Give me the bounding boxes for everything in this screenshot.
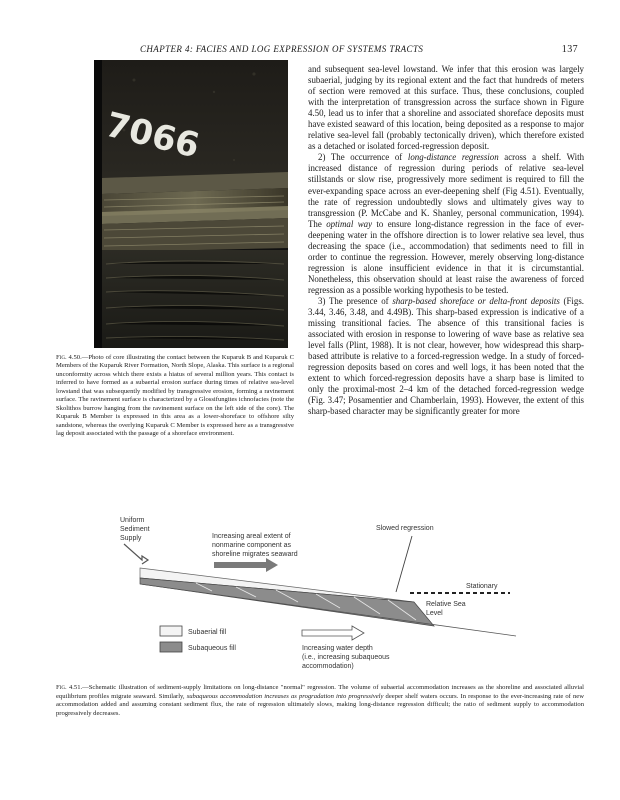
slowed-regression-label: Slowed regression [376, 525, 434, 532]
figure-label: Fig. 4.51. [56, 684, 83, 691]
figure-label: Fig. 4.50. [56, 354, 82, 361]
caption-text: —Photo of core illustrating the contact between the Kuparuk B and Kuparuk C Members of the Kuparuk River Formation, North Slope, Alaska. This surface is a regional unconformity across which there exists a hiatus of several million years. This contact is inferred to have formed as a subaerial erosion surface during times of relative sea-level lowstand that was subsequently modified by transgressive erosion, forming a ravinement surface. The ravinement surface is characterized by a Glossifungites ichnofacies (note the Skolithos burrow hanging from the ravinement surface on the left side of the core). The Kuparuk B Member is expressed in this area as a lower-shoreface to offshore silty sandstone, whereas the overlying Kuparuk C Member is expressed here as a transgressive lag deposit associated with the passage of a shoreface environment. [56, 354, 295, 438]
legend-subaqueous-swatch [160, 642, 182, 652]
svg-text:Increasing water depth: Increasing water depth [302, 645, 373, 652]
body-text-column [308, 64, 584, 418]
svg-text:Increasing areal extent of: Increasing areal extent of [212, 533, 291, 540]
figure-4-51-diagram [96, 514, 568, 682]
svg-text:accommodation): accommodation) [302, 663, 354, 670]
sediment-supply-label [120, 517, 150, 542]
core-photo [94, 60, 288, 348]
svg-text:shoreline migrates seaward: shoreline migrates seaward [212, 551, 298, 558]
legend-subaerial-label: Subaerial fill [188, 629, 227, 636]
legend-subaerial-swatch [160, 626, 182, 636]
figure-4-50-caption [56, 354, 294, 439]
stationary-label: Stationary [466, 583, 498, 590]
svg-text:(i.e., increasing subaqueous: (i.e., increasing subaqueous [302, 654, 390, 661]
svg-text:nonmarine component as: nonmarine component as [212, 542, 291, 549]
paragraph: 2) The occurrence of long-distance regression across a shelf. With increased distance of regression during periods of relative sea-level stillstands or slow rise, progressively more sediment is required to fill the ever-expanding space across an ever-deepening shelf (Fig 4.51). Eventually, the rate of regression undoubtedly slows and ultimately gives way to transgression (P. McCabe and K. Shanley, personal communication, 1994). The optimal way to ensure long-distance regression in the face of ever-deepening water in the offshore direction is to lower relative sea level, thus decreasing the space (i.e., accommodation) that sediments need to fill in order to continue the regression. However, merely observing long-distance regression is alone insufficient evidence in that it is circumstantial. Nonetheless, this observation should at least raise the awareness of forced regression as a possible working hypothesis to be tested. [308, 152, 585, 295]
relative-sea-level-label [426, 601, 466, 617]
water-depth-label [302, 645, 390, 670]
svg-text:Supply: Supply [120, 535, 142, 542]
paragraph: and subsequent sea-level lowstand. We infer that this erosion was largely subaerial, judging by its regional extent and the fact that hundreds of meters of section were removed at this surface. Thus, these conclusions, coupled with the interpretation of transgression across the surface shown in Figure 4.50, lead us to infer that a shoreline and associated shoreface deposits must have existed seaward of this location, being deposited as a response to major relative sea-level fall (probably tectonically driven), which therefore existed as a detached or isolated forced-regression deposit. [308, 64, 584, 152]
legend-subaqueous-label: Subaqueous fill [188, 645, 236, 652]
running-header [40, 44, 580, 58]
svg-text:Level: Level [426, 610, 443, 617]
chapter-title: CHAPTER 4: FACIES AND LOG EXPRESSION OF SYSTEMS TRACTS [140, 44, 424, 54]
page-number: 137 [561, 44, 578, 55]
core-label: 7066 [101, 104, 204, 167]
svg-text:Uniform: Uniform [120, 517, 145, 524]
paragraph: 3) The presence of sharp-based shoreface or delta-front deposits (Figs. 3.44, 3.46, 3.48, and 4.49B). This sharp-based expression is indicative of a missing transitional facies. The absence of this transitional facies is associated with erosion in response to lowering of wave base as relative sea level falls (Plint, 1988). It is not clear, however, how widespread this sharp-based attribute is relative to a forced-regression wedge. In a study of forced-regression deposits based on cores and well logs, it has been noted that the extent to which forced-regression deposits have a sharp base is limited to only the proximal-most 2–4 km of the detached forced-regression wedge (Fig. 3.47; Posamentier and Chamberlain, 1993). However, the extent of this sharp-based character may be significantly greater for more [308, 295, 585, 417]
water-depth-arrow [302, 626, 364, 640]
sediment-supply-arrow [124, 544, 148, 564]
core-photo-image [94, 60, 288, 348]
areal-extent-arrow [214, 558, 278, 572]
figure-4-51-caption: Fig. 4.51.—Schematic illustration of sediment-supply limitations on long-distance "normal" regression. The volume of subaerial accommodation increases as the shoreline and associated alluvial equilibrium profiles migrate seaward. Similarly, subaqueous accommodation increases as progradation into progressively deeper shelf waters occurs. In response to the ever-increasing rate of new accommodation added and assuming constant sediment flux, the rate of regression ultimately slows, making long-distance regression difficult; the ratio of sediment supply to accommodation progressively decreases. [56, 684, 584, 717]
areal-extent-label [212, 533, 298, 558]
svg-text:Sediment: Sediment [120, 526, 150, 533]
svg-text:Relative Sea: Relative Sea [426, 601, 466, 608]
slowed-regression-pointer [396, 536, 412, 592]
